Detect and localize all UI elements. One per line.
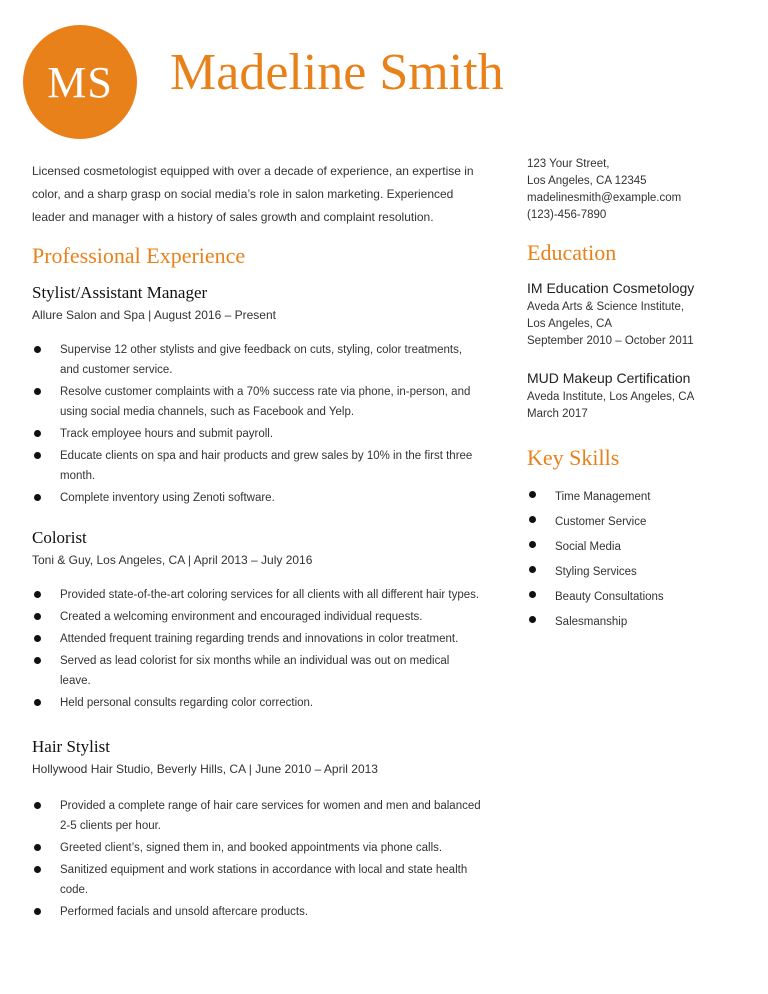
education-heading: Education	[527, 240, 617, 265]
job-meta: Allure Salon and Spa | August 2016 – Present	[32, 308, 276, 322]
bullet-item: Complete inventory using Zenoti software.	[32, 488, 482, 508]
bullet-item: Attended frequent training regarding trends and innovations in color treatment.	[32, 629, 482, 649]
bullet-item: Supervise 12 other stylists and give feedback on cuts, styling, color treatments, and customer service.	[32, 340, 482, 380]
initials: MS	[47, 57, 113, 107]
job-title: Stylist/Assistant Manager	[32, 283, 208, 302]
skills-list	[527, 485, 747, 635]
bullet-item: Sanitized equipment and work stations in accordance with local and state health code.	[32, 860, 482, 900]
left-column	[32, 160, 482, 922]
skills-heading: Key Skills	[527, 445, 620, 470]
job-entry	[32, 528, 482, 713]
education-line: Aveda Arts & Science Institute,	[527, 301, 685, 313]
bullet-item: Provided state-of-the-art coloring services for all clients with all different hair types.	[32, 585, 482, 605]
job-title: Colorist	[32, 528, 87, 547]
skill-item: Styling Services	[527, 560, 747, 585]
bullet-item: Held personal consults regarding color correction.	[32, 693, 482, 713]
bullet-item: Educate clients on spa and hair products and grew sales by 10% in the first three month.	[32, 446, 482, 486]
monogram-avatar	[23, 25, 137, 139]
bullet-item: Provided a complete range of hair care services for women and men and balanced 2-5 clients per hour.	[32, 796, 482, 836]
contact-info	[527, 156, 747, 224]
address-street: 123 Your Street,	[527, 158, 610, 170]
skill-item: Social Media	[527, 535, 747, 560]
candidate-name: Madeline Smith	[170, 44, 504, 101]
bullet-item: Served as lead colorist for six months while an individual was out on medical leave.	[32, 651, 482, 691]
job-bullets	[32, 796, 482, 922]
skill-item: Beauty Consultations	[527, 585, 747, 610]
bullet-item: Greeted client’s, signed them in, and booked appointments via phone calls.	[32, 838, 482, 858]
bullet-item: Performed facials and unsold aftercare products.	[32, 902, 482, 922]
job-entry	[32, 737, 482, 922]
education-entry	[527, 370, 747, 423]
summary-text: Licensed cosmetologist equipped with over a decade of experience, an expertise in color, and a sharp grasp on social media’s role in salon marketing. Experienced leader and manager with a history of sales growth and complaint resolution.	[32, 164, 474, 224]
education-title: MUD Makeup Certification	[527, 370, 691, 386]
job-title: Hair Stylist	[32, 737, 110, 756]
job-meta: Toni & Guy, Los Angeles, CA | April 2013 – July 2016	[32, 553, 313, 567]
bullet-item: Track employee hours and submit payroll.	[32, 424, 482, 444]
education-line: Aveda Institute, Los Angeles, CA	[527, 391, 695, 403]
right-column	[527, 156, 747, 635]
job-bullets	[32, 340, 482, 508]
job-meta: Hollywood Hair Studio, Beverly Hills, CA | June 2010 – April 2013	[32, 762, 378, 776]
skill-item: Salesmanship	[527, 610, 747, 635]
address-city: Los Angeles, CA 12345	[527, 175, 647, 187]
skill-item: Customer Service	[527, 510, 747, 535]
job-entry	[32, 283, 482, 508]
education-line: September 2010 – October 2011	[527, 335, 694, 347]
email-text: madelinesmith@example.com	[527, 192, 682, 204]
skill-item: Time Management	[527, 485, 747, 510]
bullet-item: Created a welcoming environment and encouraged individual requests.	[32, 607, 482, 627]
education-line: Los Angeles, CA	[527, 318, 613, 330]
education-line: March 2017	[527, 408, 588, 420]
phone-text: (123)-456-7890	[527, 209, 607, 221]
education-entry	[527, 280, 747, 350]
experience-heading: Professional Experience	[32, 243, 246, 268]
job-bullets	[32, 585, 482, 713]
education-title: IM Education Cosmetology	[527, 280, 695, 296]
bullet-item: Resolve customer complaints with a 70% success rate via phone, in-person, and using social media channels, such as Facebook and Yelp.	[32, 382, 482, 422]
